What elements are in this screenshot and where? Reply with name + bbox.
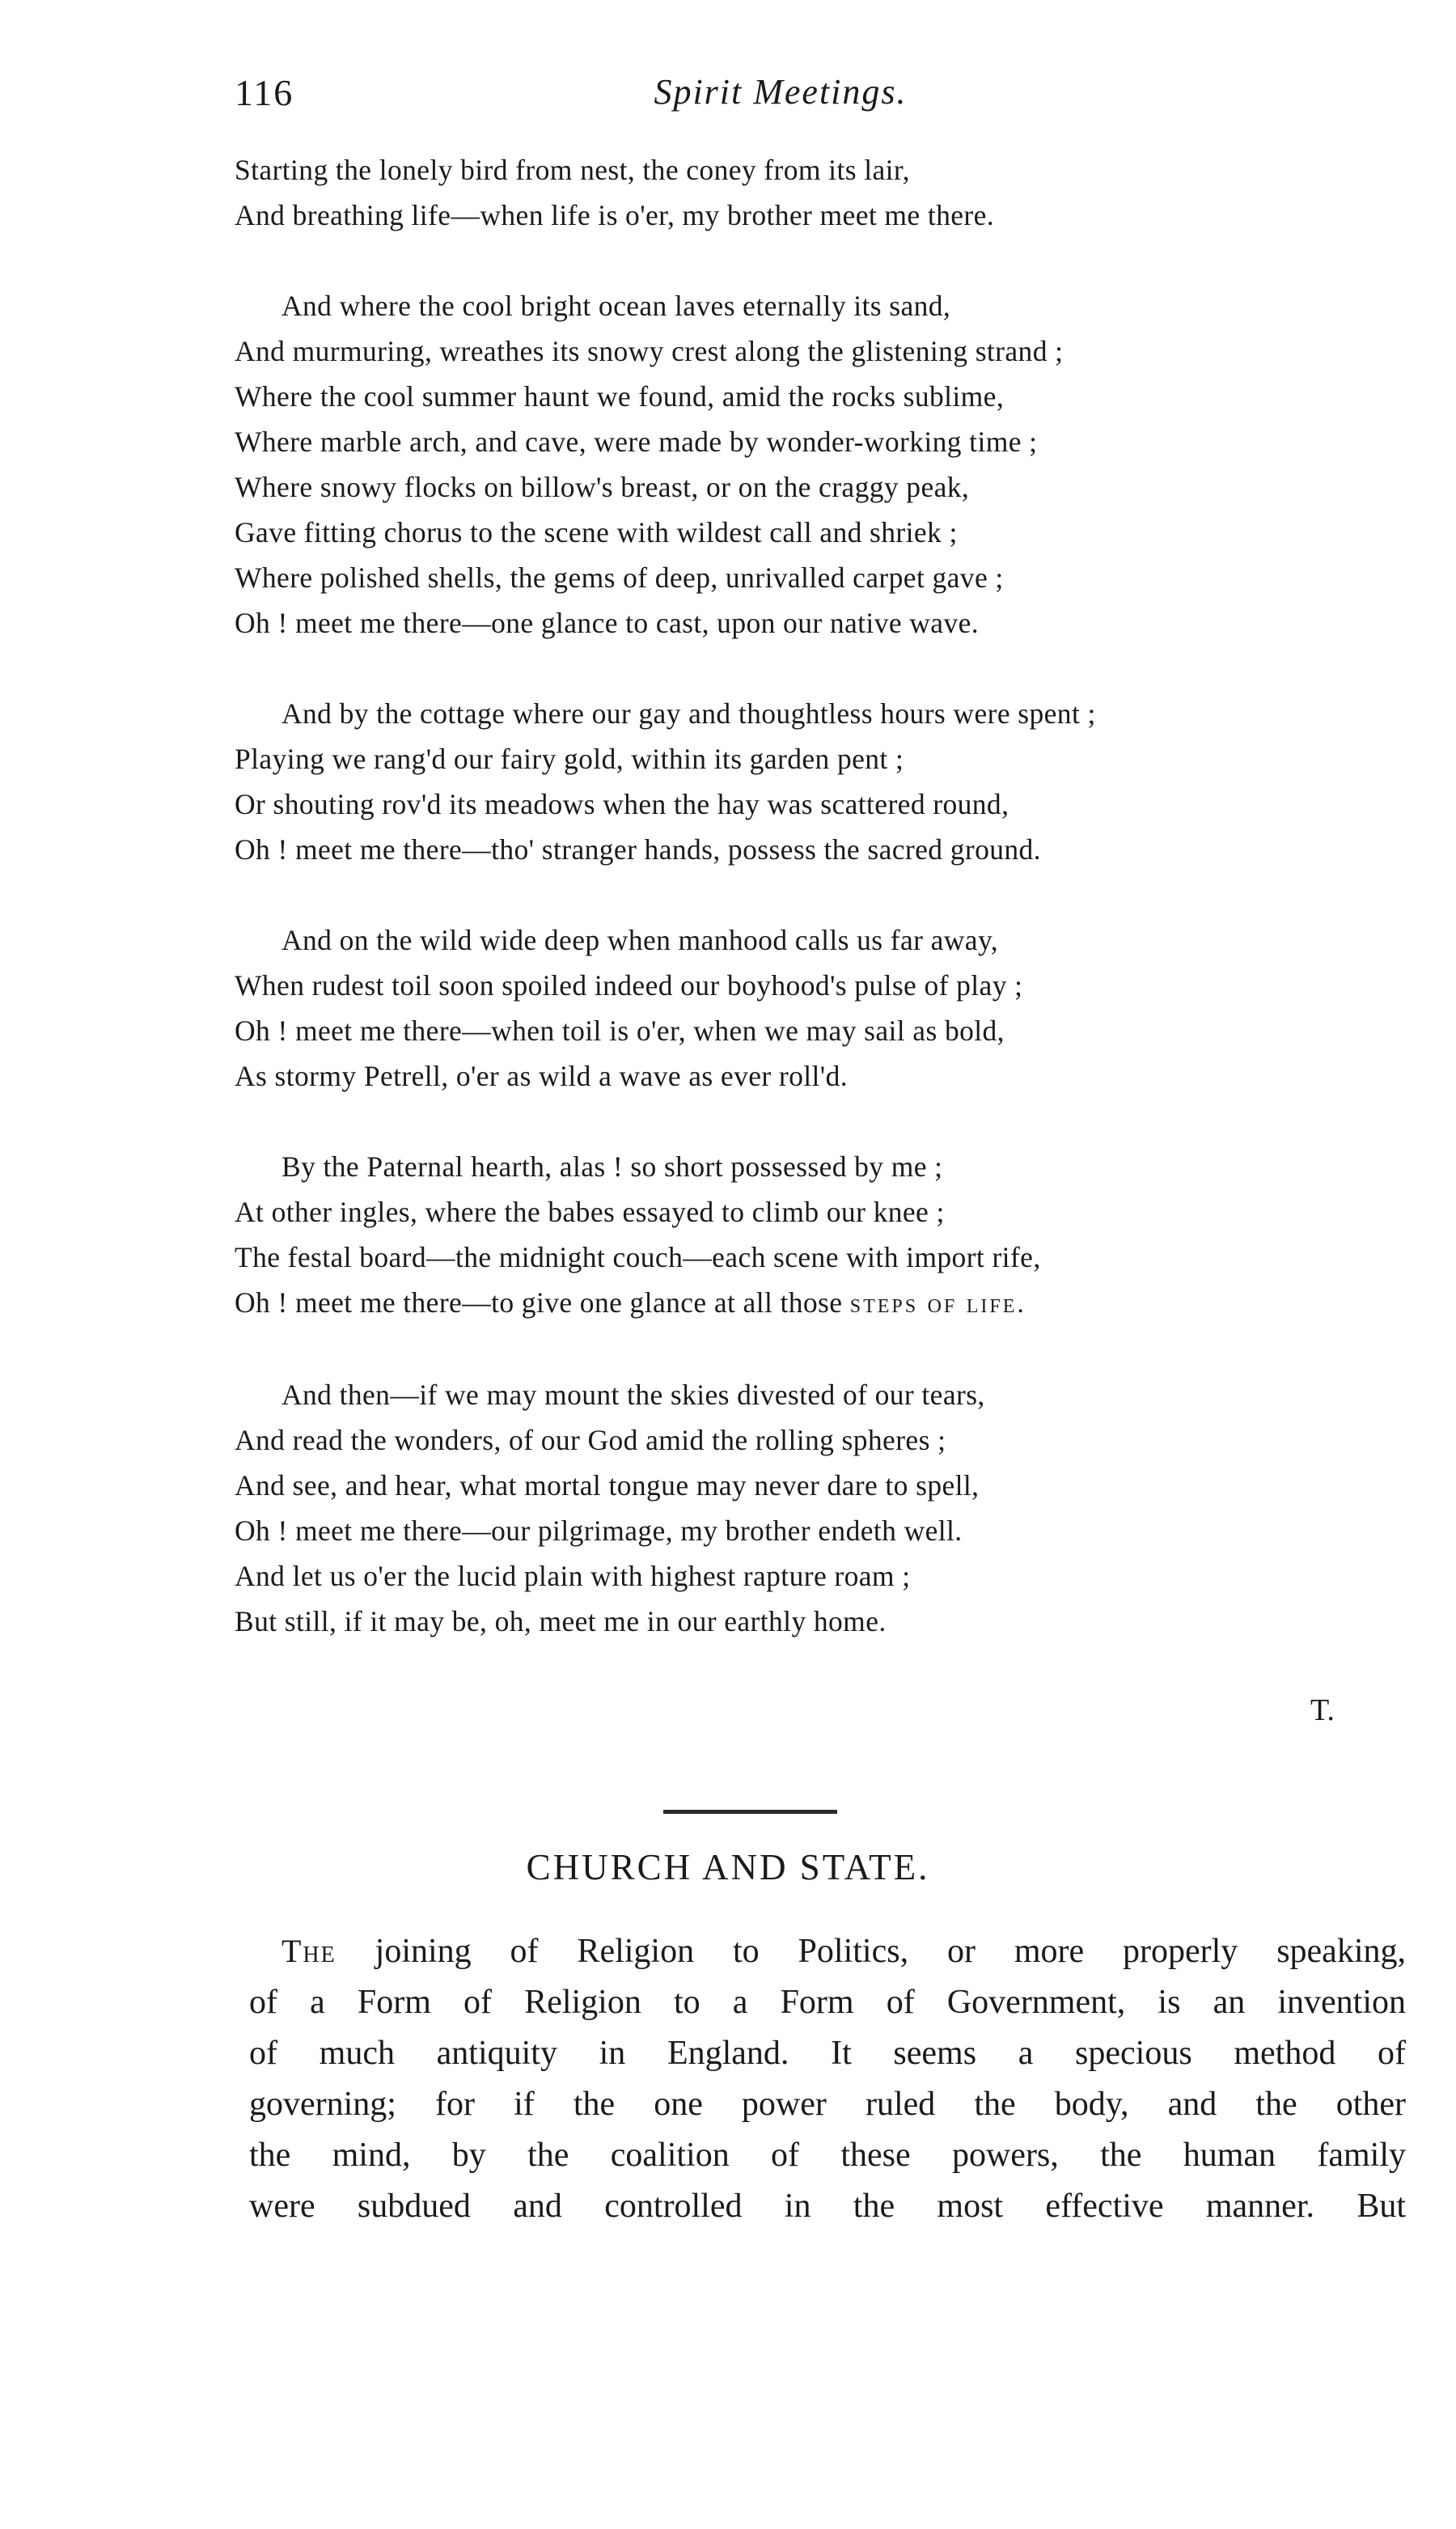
poem-line: Oh ! meet me there—our pilgrimage, my brother endeth well. xyxy=(235,1514,963,1547)
poem-line: And see, and hear, what mortal tongue may never dare to spell, xyxy=(235,1469,980,1502)
paragraph-line: of a Form of Religion to a Form of Government, is an invention xyxy=(249,1984,1406,2021)
poem-line: Oh ! meet me there—when toil is o'er, when we may sail as bold, xyxy=(235,1015,1005,1047)
poem-line: Oh ! meet me there—tho' stranger hands, possess the sacred ground. xyxy=(235,833,1041,866)
section-title: CHURCH AND STATE. xyxy=(526,1847,930,1887)
poem-line: And by the cottage where our gay and thoughtless hours were spent ; xyxy=(281,697,1096,730)
poem-line: Where polished shells, the gems of deep, unrivalled carpet gave ; xyxy=(235,561,1004,594)
paragraph-line xyxy=(249,1925,1406,1977)
poem-line: The festal board—the midnight couch—each scene with import rife, xyxy=(235,1241,1041,1273)
poem-line: But still, if it may be, oh, meet me in our earthly home. xyxy=(235,1605,887,1637)
stanza xyxy=(235,691,1367,872)
paragraph-line: of much antiquity in England. It seems a specious method of xyxy=(249,2035,1406,2072)
section-paragraph xyxy=(249,1925,1406,2232)
poem-line: Playing we rang'd our fairy gold, within its garden pent ; xyxy=(235,743,904,775)
page-number: 116 xyxy=(235,72,294,113)
poem-line: Where marble arch, and cave, were made by wonder-working time ; xyxy=(235,426,1038,458)
poem xyxy=(235,147,1367,1689)
poem-line-with-smallcaps xyxy=(235,1280,1367,1327)
stanza xyxy=(235,283,1367,646)
poem-line: As stormy Petrell, o'er as wild a wave as ever roll'd. xyxy=(235,1060,848,1092)
poem-line: Oh ! meet me there—one glance to cast, upon our native wave. xyxy=(235,607,980,639)
poem-line-text: Oh ! meet me there—to give one glance at all those xyxy=(235,1286,843,1319)
stanza xyxy=(235,917,1367,1099)
paragraph-line: the mind, by the coalition of these powers, the human family xyxy=(249,2137,1406,2174)
poem-line: Where the cool summer haunt we found, amid the rocks sublime, xyxy=(235,380,1005,413)
poem-line: And read the wonders, of our God amid the rolling spheres ; xyxy=(235,1424,946,1456)
paragraph-line: were subdued and controlled in the most effective manner. But xyxy=(249,2188,1406,2225)
poem-line: And on the wild wide deep when manhood calls us far away, xyxy=(281,924,999,956)
stanza xyxy=(235,147,1367,238)
poem-line: When rudest toil soon spoiled indeed our boyhood's pulse of play ; xyxy=(235,969,1023,1002)
stanza xyxy=(235,1372,1367,1644)
paragraph-line-text: joining of Religion to Politics, or more properly speaking, xyxy=(336,1933,1406,1970)
lead-word: The xyxy=(281,1933,336,1969)
poem-line: And breathing life—when life is o'er, my brother meet me there. xyxy=(235,199,995,231)
poem-line: At other ingles, where the babes essayed to climb our knee ; xyxy=(235,1196,945,1228)
running-title: Spirit Meetings. xyxy=(654,72,908,112)
poem-line: By the Paternal hearth, alas ! so short possessed by me ; xyxy=(281,1150,943,1183)
smallcaps-phrase: steps of life. xyxy=(849,1289,1026,1319)
poem-line: Gave fitting chorus to the scene with wildest call and shriek ; xyxy=(235,516,958,549)
poem-line: And murmuring, wreathes its snowy crest along the glistening strand ; xyxy=(235,335,1064,367)
section-divider xyxy=(663,1810,837,1814)
stanza xyxy=(235,1144,1367,1327)
author-signature: T. xyxy=(1310,1693,1335,1727)
poem-line: And where the cool bright ocean laves eternally its sand, xyxy=(281,290,951,322)
page-header xyxy=(235,71,1327,120)
poem-line: And let us o'er the lucid plain with highest rapture roam ; xyxy=(235,1560,911,1592)
poem-line: Where snowy flocks on billow's breast, or on the craggy peak, xyxy=(235,471,970,503)
poem-line: And then—if we may mount the skies divested of our tears, xyxy=(281,1379,985,1411)
paragraph-line: governing; for if the one power ruled the body, and the other xyxy=(249,2086,1406,2123)
poem-line: Starting the lonely bird from nest, the coney from its lair, xyxy=(235,154,910,186)
poem-line: Or shouting rov'd its meadows when the hay was scattered round, xyxy=(235,788,1009,820)
